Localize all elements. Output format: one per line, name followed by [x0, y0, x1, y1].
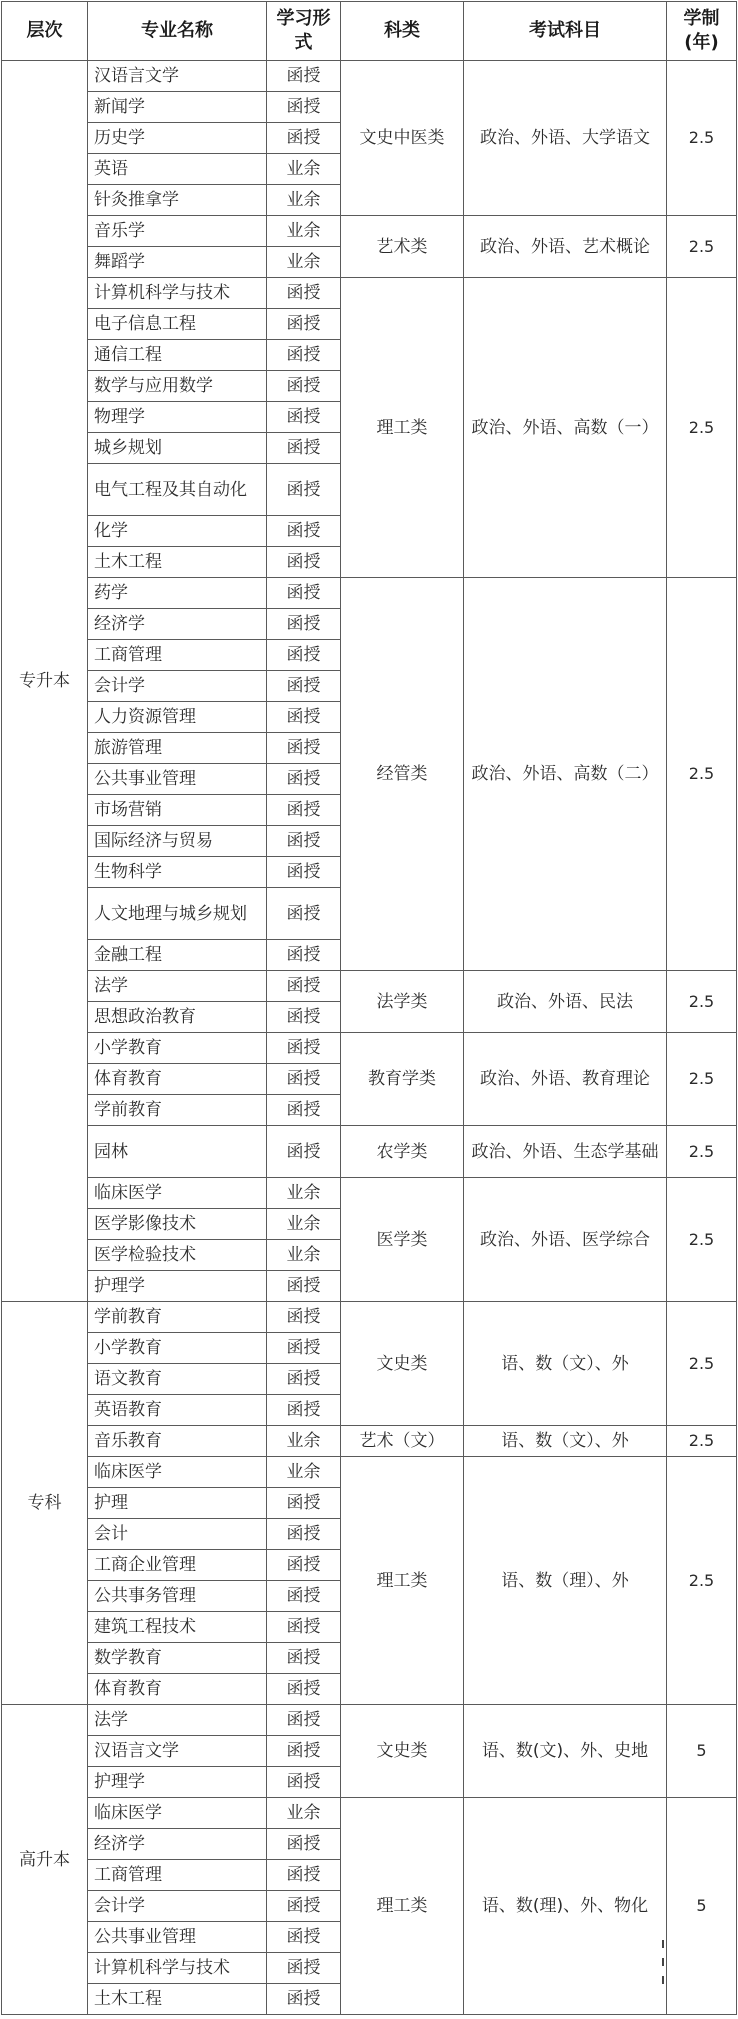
- major-cell: 思想政治教育: [88, 1002, 267, 1033]
- mode-cell: 函授: [267, 1891, 341, 1922]
- major-cell: 人文地理与城乡规划: [88, 888, 267, 940]
- table-row: [2, 278, 737, 309]
- category-cell: 教育学类: [341, 1033, 464, 1126]
- mode-cell: 函授: [267, 1767, 341, 1798]
- major-cell: 数学教育: [88, 1643, 267, 1674]
- major-cell: 公共事业管理: [88, 1922, 267, 1953]
- mode-cell: 函授: [267, 464, 341, 516]
- mode-cell: 函授: [267, 702, 341, 733]
- subjects-cell: 语、数（文）、外: [464, 1302, 667, 1426]
- table-row: [2, 971, 737, 1002]
- major-cell: 音乐教育: [88, 1426, 267, 1457]
- category-cell: 理工类: [341, 278, 464, 578]
- major-cell: 旅游管理: [88, 733, 267, 764]
- table-row: [2, 1178, 737, 1209]
- mode-cell: 函授: [267, 1643, 341, 1674]
- category-cell: 经管类: [341, 578, 464, 971]
- mode-cell: 函授: [267, 1333, 341, 1364]
- mode-cell: 函授: [267, 402, 341, 433]
- major-cell: 小学教育: [88, 1033, 267, 1064]
- mode-cell: 函授: [267, 1126, 341, 1178]
- table-row: [2, 1798, 737, 1829]
- major-cell: 护理学: [88, 1767, 267, 1798]
- major-cell: 生物科学: [88, 857, 267, 888]
- mode-cell: 函授: [267, 640, 341, 671]
- major-cell: 经济学: [88, 1829, 267, 1860]
- years-cell: 2.5: [667, 216, 737, 278]
- major-cell: 计算机科学与技术: [88, 1953, 267, 1984]
- major-cell: 土木工程: [88, 1984, 267, 2015]
- major-cell: 国际经济与贸易: [88, 826, 267, 857]
- major-cell: 市场营销: [88, 795, 267, 826]
- header-level: 层次: [2, 2, 88, 61]
- subjects-cell: 政治、外语、生态学基础: [464, 1126, 667, 1178]
- mode-cell: 业余: [267, 185, 341, 216]
- mode-cell: 函授: [267, 857, 341, 888]
- subjects-cell: 语、数（理）、外: [464, 1457, 667, 1705]
- mode-cell: 函授: [267, 1736, 341, 1767]
- mode-cell: 函授: [267, 795, 341, 826]
- header-years: 学制(年): [667, 2, 737, 61]
- major-cell: 物理学: [88, 402, 267, 433]
- major-cell: 护理: [88, 1488, 267, 1519]
- major-cell: 学前教育: [88, 1095, 267, 1126]
- category-cell: 法学类: [341, 971, 464, 1033]
- subjects-cell: 语、数(文)、外、史地: [464, 1705, 667, 1798]
- mode-cell: 函授: [267, 278, 341, 309]
- subjects-cell: 语、数（文）、外: [464, 1426, 667, 1457]
- major-cell: 体育教育: [88, 1674, 267, 1705]
- major-cell: 数学与应用数学: [88, 371, 267, 402]
- major-cell: 人力资源管理: [88, 702, 267, 733]
- mode-cell: 函授: [267, 309, 341, 340]
- mode-cell: 函授: [267, 971, 341, 1002]
- major-cell: 医学检验技术: [88, 1240, 267, 1271]
- header-major: 专业名称: [88, 2, 267, 61]
- table-row: [2, 1705, 737, 1736]
- table-row: [2, 1426, 737, 1457]
- mode-cell: 函授: [267, 340, 341, 371]
- major-cell: 临床医学: [88, 1457, 267, 1488]
- mode-cell: 函授: [267, 1395, 341, 1426]
- mode-cell: 函授: [267, 1271, 341, 1302]
- mode-cell: 函授: [267, 940, 341, 971]
- table-row: [2, 1457, 737, 1488]
- major-cell: 公共事业管理: [88, 764, 267, 795]
- mode-cell: 函授: [267, 547, 341, 578]
- level-cell: 专科: [2, 1302, 88, 1705]
- major-cell: 英语教育: [88, 1395, 267, 1426]
- major-cell: 法学: [88, 1705, 267, 1736]
- major-cell: 会计: [88, 1519, 267, 1550]
- major-cell: 汉语言文学: [88, 61, 267, 92]
- years-cell: 2.5: [667, 1457, 737, 1705]
- level-cell: 高升本: [2, 1705, 88, 2015]
- subjects-cell: 政治、外语、艺术概论: [464, 216, 667, 278]
- years-cell: 2.5: [667, 1126, 737, 1178]
- major-cell: 会计学: [88, 671, 267, 702]
- border-gap-marks: [662, 1940, 666, 2000]
- major-cell: 电子信息工程: [88, 309, 267, 340]
- major-cell: 汉语言文学: [88, 1736, 267, 1767]
- category-cell: 艺术（文）: [341, 1426, 464, 1457]
- major-cell: 土木工程: [88, 547, 267, 578]
- category-cell: 艺术类: [341, 216, 464, 278]
- major-cell: 音乐学: [88, 216, 267, 247]
- mode-cell: 函授: [267, 733, 341, 764]
- category-cell: 医学类: [341, 1178, 464, 1302]
- mode-cell: 函授: [267, 1829, 341, 1860]
- major-cell: 会计学: [88, 1891, 267, 1922]
- table-row: [2, 61, 737, 92]
- mode-cell: 函授: [267, 1302, 341, 1333]
- mode-cell: 函授: [267, 1612, 341, 1643]
- mode-cell: 函授: [267, 1860, 341, 1891]
- mode-cell: 函授: [267, 1002, 341, 1033]
- years-cell: 2.5: [667, 61, 737, 216]
- mode-cell: 函授: [267, 1364, 341, 1395]
- major-cell: 建筑工程技术: [88, 1612, 267, 1643]
- years-cell: 2.5: [667, 578, 737, 971]
- category-cell: 理工类: [341, 1798, 464, 2015]
- mode-cell: 函授: [267, 1519, 341, 1550]
- mode-cell: 函授: [267, 1581, 341, 1612]
- mode-cell: 函授: [267, 123, 341, 154]
- mode-cell: 业余: [267, 1798, 341, 1829]
- category-cell: 文史中医类: [341, 61, 464, 216]
- category-cell: 理工类: [341, 1457, 464, 1705]
- subjects-cell: 政治、外语、医学综合: [464, 1178, 667, 1302]
- mode-cell: 函授: [267, 826, 341, 857]
- mode-cell: 函授: [267, 1922, 341, 1953]
- major-cell: 计算机科学与技术: [88, 278, 267, 309]
- header-row: [2, 2, 737, 61]
- subjects-cell: 政治、外语、大学语文: [464, 61, 667, 216]
- table-row: [2, 578, 737, 609]
- subjects-cell: 政治、外语、高数（二）: [464, 578, 667, 971]
- level-cell: 专升本: [2, 61, 88, 1302]
- years-cell: 5: [667, 1705, 737, 1798]
- mode-cell: 业余: [267, 1457, 341, 1488]
- mode-cell: 函授: [267, 1984, 341, 2015]
- category-cell: 农学类: [341, 1126, 464, 1178]
- mode-cell: 函授: [267, 1550, 341, 1581]
- mode-cell: 业余: [267, 154, 341, 185]
- major-cell: 英语: [88, 154, 267, 185]
- mode-cell: 函授: [267, 1705, 341, 1736]
- mode-cell: 业余: [267, 1178, 341, 1209]
- subjects-cell: 政治、外语、高数（一）: [464, 278, 667, 578]
- major-cell: 工商管理: [88, 640, 267, 671]
- major-cell: 园林: [88, 1126, 267, 1178]
- subjects-cell: 政治、外语、教育理论: [464, 1033, 667, 1126]
- major-cell: 临床医学: [88, 1178, 267, 1209]
- mode-cell: 函授: [267, 1095, 341, 1126]
- years-cell: 2.5: [667, 1178, 737, 1302]
- major-cell: 体育教育: [88, 1064, 267, 1095]
- category-cell: 文史类: [341, 1705, 464, 1798]
- major-cell: 新闻学: [88, 92, 267, 123]
- major-cell: 学前教育: [88, 1302, 267, 1333]
- major-cell: 化学: [88, 516, 267, 547]
- table-row: [2, 1302, 737, 1333]
- mode-cell: 函授: [267, 516, 341, 547]
- header-category: 科类: [341, 2, 464, 61]
- table-row: [2, 1126, 737, 1178]
- mode-cell: 业余: [267, 1426, 341, 1457]
- major-cell: 舞蹈学: [88, 247, 267, 278]
- major-cell: 小学教育: [88, 1333, 267, 1364]
- mode-cell: 函授: [267, 371, 341, 402]
- mode-cell: 函授: [267, 92, 341, 123]
- major-cell: 护理学: [88, 1271, 267, 1302]
- major-cell: 工商管理: [88, 1860, 267, 1891]
- major-cell: 城乡规划: [88, 433, 267, 464]
- major-cell: 电气工程及其自动化: [88, 464, 267, 516]
- mode-cell: 函授: [267, 609, 341, 640]
- mode-cell: 业余: [267, 247, 341, 278]
- major-cell: 法学: [88, 971, 267, 1002]
- years-cell: 2.5: [667, 1033, 737, 1126]
- major-cell: 金融工程: [88, 940, 267, 971]
- mode-cell: 函授: [267, 1064, 341, 1095]
- major-cell: 经济学: [88, 609, 267, 640]
- major-cell: 医学影像技术: [88, 1209, 267, 1240]
- mode-cell: 函授: [267, 578, 341, 609]
- years-cell: 2.5: [667, 278, 737, 578]
- major-cell: 针灸推拿学: [88, 185, 267, 216]
- years-cell: 2.5: [667, 1302, 737, 1426]
- mode-cell: 业余: [267, 1209, 341, 1240]
- major-cell: 公共事务管理: [88, 1581, 267, 1612]
- mode-cell: 函授: [267, 1953, 341, 1984]
- subjects-cell: 政治、外语、民法: [464, 971, 667, 1033]
- enrollment-table: [1, 1, 737, 2015]
- mode-cell: 业余: [267, 1240, 341, 1271]
- major-cell: 通信工程: [88, 340, 267, 371]
- category-cell: 文史类: [341, 1302, 464, 1426]
- years-cell: 2.5: [667, 1426, 737, 1457]
- years-cell: 5: [667, 1798, 737, 2015]
- header-mode: 学习形式: [267, 2, 341, 61]
- major-cell: 工商企业管理: [88, 1550, 267, 1581]
- mode-cell: 函授: [267, 1488, 341, 1519]
- header-subjects: 考试科目: [464, 2, 667, 61]
- mode-cell: 函授: [267, 888, 341, 940]
- mode-cell: 函授: [267, 433, 341, 464]
- years-cell: 2.5: [667, 971, 737, 1033]
- mode-cell: 业余: [267, 216, 341, 247]
- mode-cell: 函授: [267, 671, 341, 702]
- major-cell: 临床医学: [88, 1798, 267, 1829]
- mode-cell: 函授: [267, 1033, 341, 1064]
- major-cell: 历史学: [88, 123, 267, 154]
- mode-cell: 函授: [267, 1674, 341, 1705]
- table-row: [2, 216, 737, 247]
- table-row: [2, 1033, 737, 1064]
- mode-cell: 函授: [267, 61, 341, 92]
- subjects-cell: 语、数(理)、外、物化: [464, 1798, 667, 2015]
- major-cell: 药学: [88, 578, 267, 609]
- major-cell: 语文教育: [88, 1364, 267, 1395]
- mode-cell: 函授: [267, 764, 341, 795]
